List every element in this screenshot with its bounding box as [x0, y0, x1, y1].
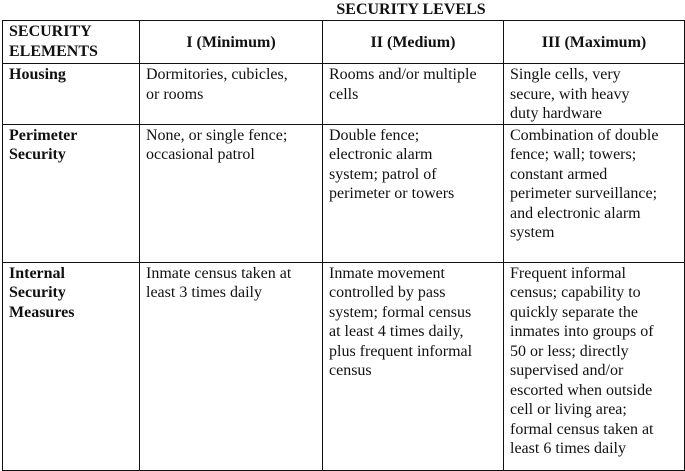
cell-maximum: Combination of double fence; wall; towers; constant armed perimeter surveillance; and electronic alarm system [504, 124, 685, 262]
row-label-internal-security: Internal Security Measures [3, 262, 140, 470]
header-maximum: III (Maximum) [504, 21, 685, 64]
table-title: SECURITY LEVELS [336, 1, 486, 18]
cell-minimum: Dormitories, cubicles, or rooms [140, 64, 323, 125]
row-label-housing: Housing [3, 64, 140, 125]
table-row [3, 124, 685, 262]
cell-medium: Inmate movement controlled by pass system; formal census at least 4 times daily, plus frequent informal census [323, 262, 504, 470]
header-security-elements: SECURITY ELEMENTS [3, 21, 140, 64]
row-label-perimeter-security: Perimeter Security [3, 124, 140, 262]
header-medium: II (Medium) [323, 21, 504, 64]
cell-medium: Double fence; electronic alarm system; patrol of perimeter or towers [323, 124, 504, 262]
cell-maximum: Single cells, very secure, with heavy duty hardware [504, 64, 685, 125]
table-row [3, 262, 685, 470]
header-minimum: I (Minimum) [140, 21, 323, 64]
header-row [3, 21, 685, 64]
cell-maximum: Frequent informal census; capability to quickly separate the inmates into groups of 50 or less; directly supervised and/or escorted when outside cell or living area; formal census taken at least 6 times daily [504, 262, 685, 470]
security-levels-table [2, 20, 685, 471]
cell-minimum: None, or single fence; occasional patrol [140, 124, 323, 262]
cell-medium: Rooms and/or multiple cells [323, 64, 504, 125]
cell-minimum: Inmate census taken at least 3 times daily [140, 262, 323, 470]
table-row [3, 64, 685, 125]
